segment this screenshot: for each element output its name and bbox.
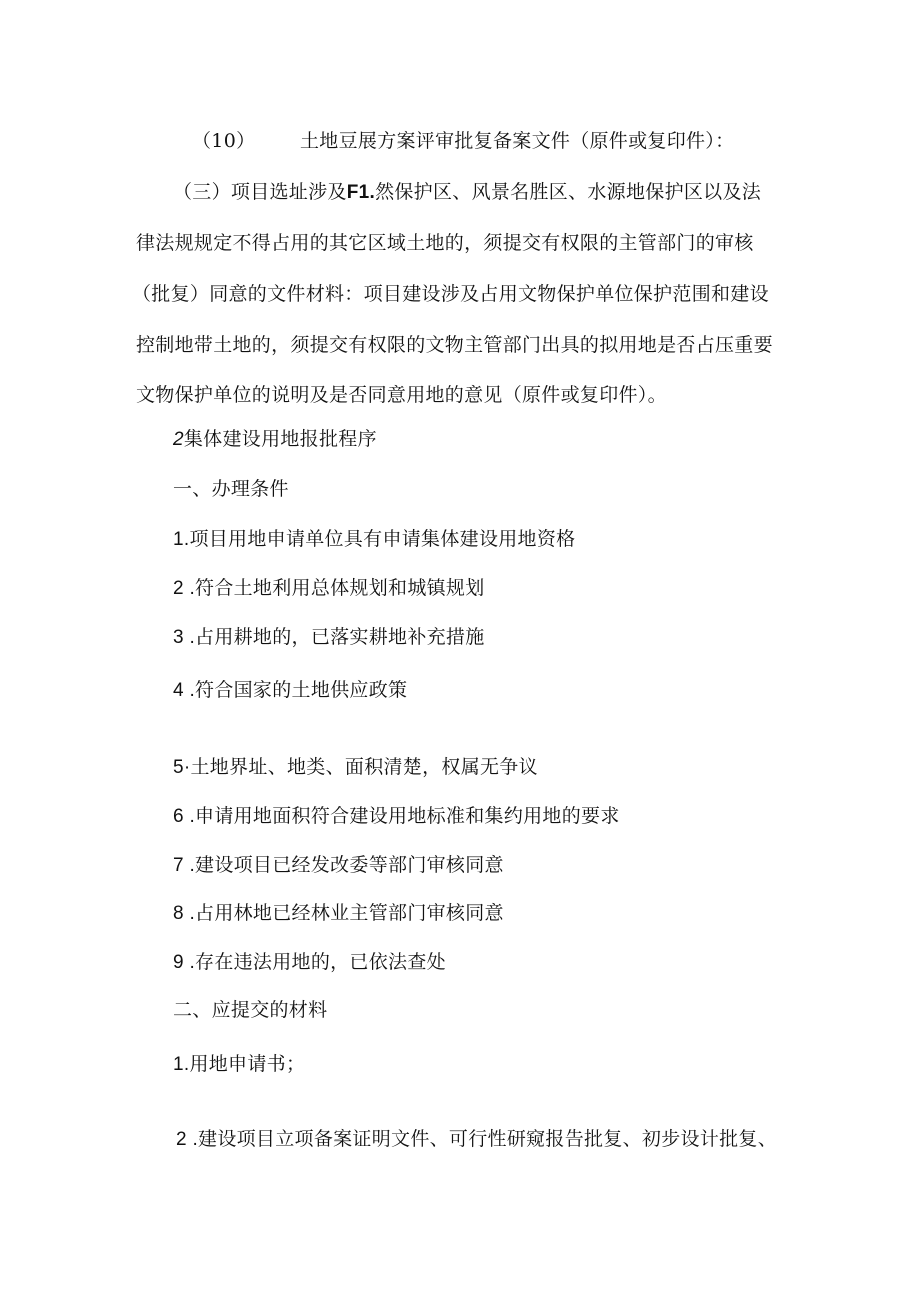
- condition-3: [173, 626, 485, 649]
- item-10-text: 土地豆展方案评审批复备案文件（原件或复印件）：: [300, 130, 735, 152]
- condition-4: [173, 679, 407, 702]
- condition-9-number: 9 .: [173, 952, 196, 973]
- material-2: [176, 1128, 777, 1151]
- para3-line5-text: 文物保护单位的说明及是否同意用地的意见（原件或复印件）。: [136, 384, 667, 406]
- material-2-number: 2 .: [176, 1129, 199, 1150]
- condition-4-number: 4 .: [173, 680, 196, 701]
- material-2-text: 建设项目立项备案证明文件、可行性研窥报告批复、初步设计批复、: [198, 1128, 778, 1150]
- sub1-heading: 一、办理条件: [173, 478, 289, 500]
- sub1-heading-line: [173, 478, 289, 500]
- condition-7-text: 建设项目已经发改委等部门审核同意: [195, 854, 504, 876]
- sub2-heading: 二、应提交的材料: [173, 999, 328, 1021]
- sub2-heading-line: [173, 999, 327, 1021]
- para3-line-4: [136, 334, 773, 356]
- condition-5-text: 土地界址、地类、面积清楚，权属无争议: [190, 756, 538, 778]
- para3-line3-text: （批复）同意的文件材料：项目建设涉及占用文物保护单位保护范围和建设: [132, 283, 769, 305]
- condition-6-number: 6 .: [173, 806, 196, 827]
- condition-7-number: 7 .: [173, 855, 196, 876]
- para3-line-3: [132, 283, 769, 305]
- condition-6: [173, 805, 620, 828]
- condition-2-text: 符合土地利用总体规划和城镇规划: [195, 577, 485, 599]
- para3-prefix: （三）项目选址涉及: [173, 181, 347, 203]
- condition-1-text: 项目用地申请单位具有申请集体建设用地资格: [189, 528, 576, 550]
- condition-5-number: 5·: [173, 757, 191, 778]
- condition-7: [173, 854, 504, 877]
- para3-line-1: [173, 181, 761, 204]
- condition-2: [173, 577, 485, 600]
- para3-line1-rest: 然保护区、风景名胜区、水源地保护区以及法: [375, 181, 762, 203]
- condition-1-number: 1.: [173, 529, 190, 550]
- section-2-title-line: [173, 428, 377, 451]
- condition-6-text: 申请用地面积符合建设用地标准和集约用地的要求: [195, 805, 620, 827]
- para3-line-5: [136, 384, 667, 406]
- condition-2-number: 2 .: [173, 578, 196, 599]
- condition-3-text: 占用耕地的，已落实耕地补充措施: [195, 626, 485, 648]
- condition-8-number: 8 .: [173, 903, 196, 924]
- section-2-number: 2: [173, 429, 184, 450]
- condition-8: [173, 902, 504, 925]
- para3-line4-text: 控制地带土地的，须提交有权限的文物主管部门出具的拟用地是否占压重要: [136, 334, 773, 356]
- para3-line2-text: 律法规规定不得占用的其它区域土地的，须提交有权限的主管部门的审核: [136, 232, 754, 254]
- condition-9: [173, 951, 446, 974]
- condition-3-number: 3 .: [173, 627, 196, 648]
- section-2-title: 集体建设用地报批程序: [183, 428, 377, 450]
- condition-4-text: 符合国家的土地供应政策: [195, 679, 408, 701]
- item-10-text-line: [300, 130, 734, 152]
- para3-line-2: [136, 232, 754, 254]
- material-1-text: 用地申请书；: [189, 1053, 306, 1075]
- item-10-line: [192, 130, 255, 152]
- condition-9-text: 存在违法用地的，已依法查处: [195, 951, 446, 973]
- material-1-number: 1.: [173, 1054, 190, 1075]
- condition-5: [173, 756, 538, 779]
- condition-1: [173, 528, 575, 551]
- item-10-number: （10）: [192, 130, 256, 152]
- para3-prefix-bold: F1.: [346, 182, 376, 203]
- material-1: [173, 1053, 305, 1076]
- condition-8-text: 占用林地已经林业主管部门审核同意: [195, 902, 504, 924]
